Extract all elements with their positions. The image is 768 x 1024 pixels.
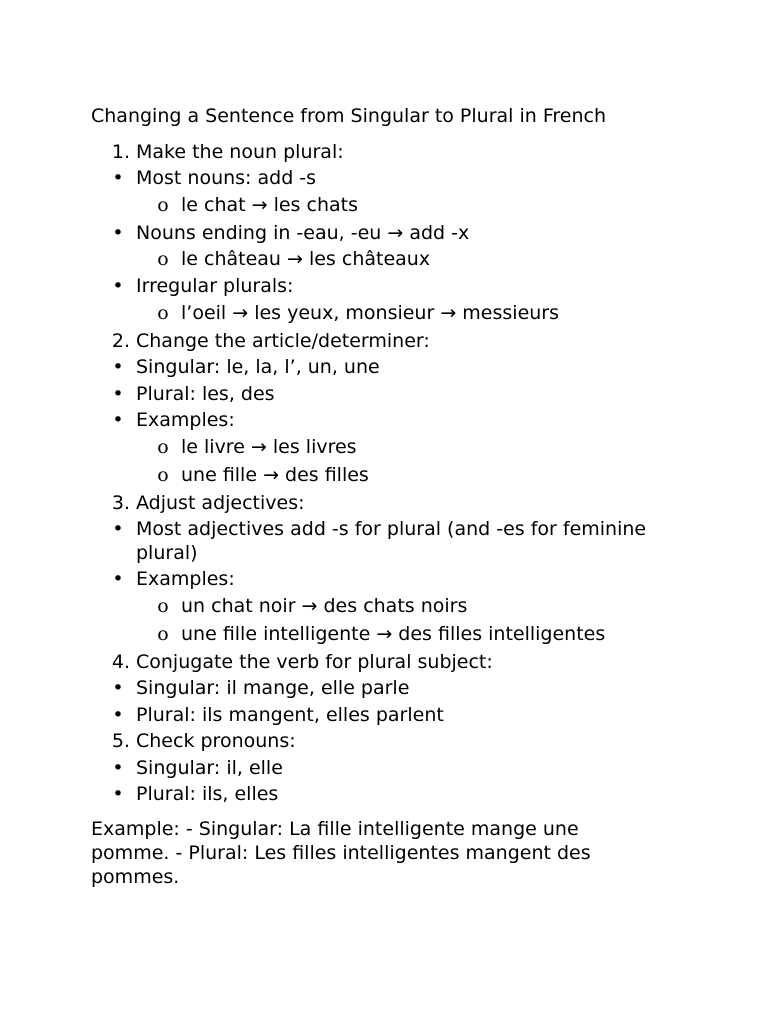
item-text: Singular: il mange, elle parle	[136, 677, 410, 699]
item-text: le chat → les chats	[181, 194, 358, 216]
item-text: le livre → les livres	[181, 436, 357, 458]
bullet-marker: •	[112, 409, 124, 431]
bullet-marker: •	[112, 783, 124, 805]
number-marker: 5.	[111, 730, 130, 752]
item-text: Irregular plurals:	[136, 275, 294, 297]
bullet-marker: •	[112, 518, 124, 540]
item-text: une fille → des filles	[181, 464, 369, 486]
number-marker: 4.	[111, 651, 130, 673]
bullet-marker: •	[112, 222, 124, 244]
sub-bullet-marker: o	[157, 194, 169, 216]
example-paragraph: Example: - Singular: La fille intelligente mange une pomme. - Plural: Les filles intelligentes mangent des pommes.	[91, 818, 591, 888]
document-title: Changing a Sentence from Singular to Plural in French	[91, 105, 607, 127]
bullet-marker: •	[112, 167, 124, 189]
bullet-marker: •	[112, 704, 124, 726]
item-text: une fille intelligente → des filles intelligentes	[181, 623, 606, 645]
item-text: Singular: il, elle	[136, 757, 283, 779]
number-marker: 3.	[111, 492, 130, 514]
number-marker: 2.	[111, 330, 130, 352]
sub-bullet-marker: o	[157, 623, 169, 645]
number-marker: 1.	[111, 141, 130, 163]
sub-bullet-marker: o	[157, 464, 169, 486]
item-text: Plural: ils mangent, elles parlent	[136, 704, 444, 726]
item-text: Make the noun plural:	[136, 141, 344, 163]
item-text: Check pronouns:	[136, 730, 296, 752]
sub-bullet-marker: o	[157, 595, 169, 617]
item-text: Plural: ils, elles	[136, 783, 279, 805]
item-text: Adjust adjectives:	[136, 492, 305, 514]
bullet-marker: •	[112, 757, 124, 779]
bullet-marker: •	[112, 356, 124, 378]
item-text: l’oeil → les yeux, monsieur → messieurs	[181, 302, 560, 324]
item-text: le château → les châteaux	[181, 248, 431, 270]
bullet-marker: •	[112, 275, 124, 297]
item-text: Most nouns: add -s	[136, 167, 317, 189]
sub-bullet-marker: o	[157, 248, 169, 270]
item-text: Nouns ending in -eau, -eu → add -x	[136, 222, 470, 244]
item-text: Conjugate the verb for plural subject:	[136, 651, 493, 673]
item-text: un chat noir → des chats noirs	[181, 595, 468, 617]
item-text: Most adjectives add -s for plural (and -es for feminine	[136, 518, 647, 540]
bullet-marker: •	[112, 383, 124, 405]
sub-bullet-marker: o	[157, 436, 169, 458]
item-text: Examples:	[136, 568, 235, 590]
item-text: Plural: les, des	[136, 383, 275, 405]
item-text: plural)	[136, 542, 198, 564]
bullet-marker: •	[112, 568, 124, 590]
sub-bullet-marker: o	[157, 302, 169, 324]
item-text: Singular: le, la, l’, un, une	[136, 356, 380, 378]
item-text: Examples:	[136, 409, 235, 431]
item-text: Change the article/determiner:	[136, 330, 430, 352]
bullet-marker: •	[112, 677, 124, 699]
